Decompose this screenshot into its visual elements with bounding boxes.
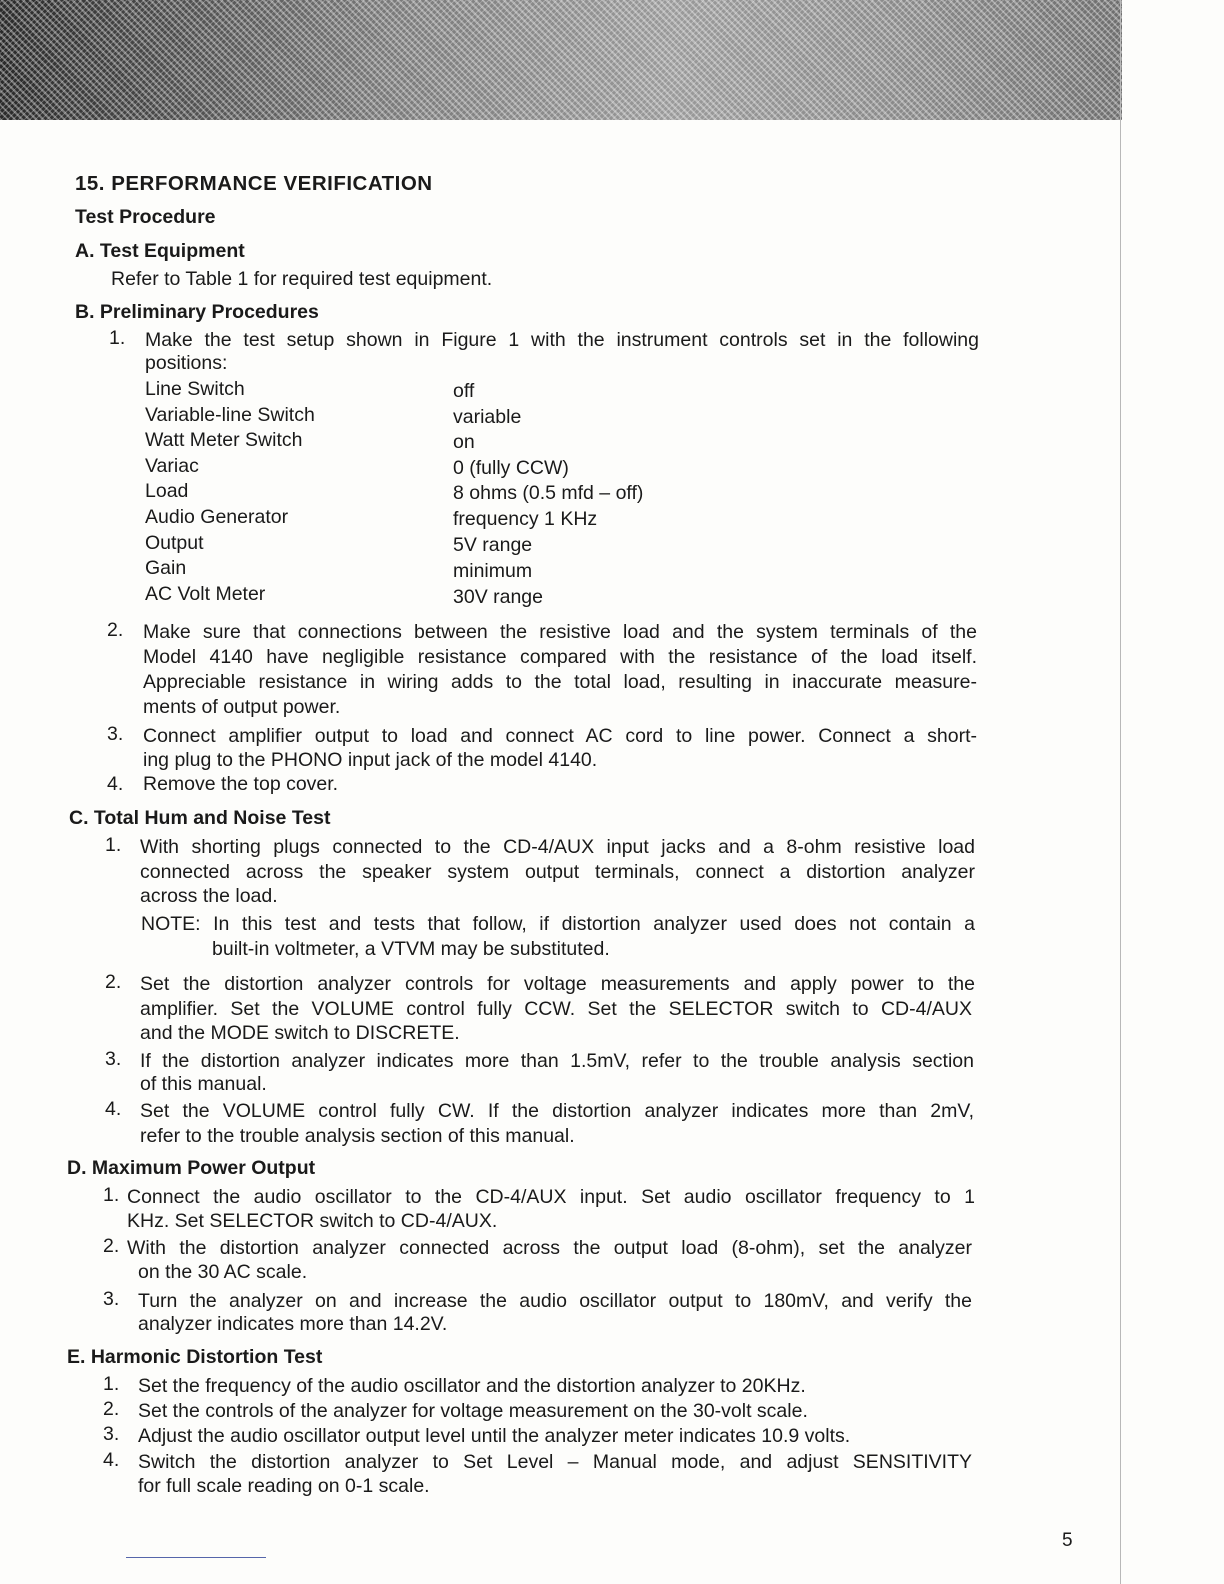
e4-line2: for full scale reading on 0-1 scale. xyxy=(138,1475,430,1497)
b2-line4: ments of output power. xyxy=(143,696,341,718)
b4-line1: Remove the top cover. xyxy=(143,773,339,795)
setting-value: 8 ohms (0.5 mfd – off) xyxy=(453,482,644,504)
c2-line1: Set the distortion analyzer controls for voltage measurements and apply power to the xyxy=(140,973,975,995)
b4-num: 4. xyxy=(107,773,124,795)
setting-label: Variac xyxy=(145,455,199,477)
setting-label: Line Switch xyxy=(145,378,245,400)
c1-num: 1. xyxy=(105,834,122,856)
e1-line1: Set the frequency of the audio oscillator and the distortion analyzer to 20KHz. xyxy=(138,1375,806,1397)
setting-value: 0 (fully CCW) xyxy=(453,457,569,479)
c3-line1: If the distortion analyzer indicates more than 1.5mV, refer to the trouble analysis section xyxy=(140,1050,974,1072)
c2-line2: amplifier. Set the VOLUME control fully CCW. Set the SELECTOR switch to CD-4/AUX xyxy=(140,998,972,1020)
c4-line2: refer to the trouble analysis section of this manual. xyxy=(140,1125,575,1147)
setting-value: minimum xyxy=(453,560,533,582)
c4-line1: Set the VOLUME control fully CW. If the distortion analyzer indicates more than 2mV, xyxy=(140,1100,974,1122)
d1-num: 1. xyxy=(103,1184,120,1206)
setting-label: Gain xyxy=(145,557,187,579)
b3-line1: Connect amplifier output to load and connect AC cord to line power. Connect a short- xyxy=(143,725,977,747)
setting-label: Variable-line Switch xyxy=(145,404,315,426)
setting-value: off xyxy=(453,380,475,402)
d2-line2: on the 30 AC scale. xyxy=(138,1261,308,1283)
b1-line2: positions: xyxy=(145,352,228,374)
subtitle: Test Procedure xyxy=(75,206,216,228)
setting-value: variable xyxy=(453,406,522,428)
heading-b: B. Preliminary Procedures xyxy=(75,301,319,323)
heading-d: D. Maximum Power Output xyxy=(67,1157,316,1179)
setting-label: AC Volt Meter xyxy=(145,583,266,605)
heading-c: C. Total Hum and Noise Test xyxy=(69,807,331,829)
setting-label: Watt Meter Switch xyxy=(145,429,303,451)
setting-value: frequency 1 KHz xyxy=(453,508,598,530)
b3-num: 3. xyxy=(107,723,124,745)
header-banner xyxy=(0,0,1122,120)
d3-line2: analyzer indicates more than 14.2V. xyxy=(138,1313,448,1335)
d3-line1: Turn the analyzer on and increase the audio oscillator output to 180mV, and verify the xyxy=(138,1290,972,1312)
note-line2: built-in voltmeter, a VTVM may be substituted. xyxy=(212,938,610,960)
section-title: 15. PERFORMANCE VERIFICATION xyxy=(75,172,433,195)
c1-line1: With shorting plugs connected to the CD-4/AUX input jacks and a 8-ohm resistive load xyxy=(140,836,975,858)
b1-line1: Make the test setup shown in Figure 1 with the instrument controls set in the following xyxy=(145,329,979,351)
c3-line2: of this manual. xyxy=(140,1073,267,1095)
setting-value: 5V range xyxy=(453,534,533,556)
b1-num: 1. xyxy=(109,327,126,349)
note-line1: NOTE: In this test and tests that follow, if distortion analyzer used does not contain a xyxy=(141,913,975,935)
e4-line1: Switch the distortion analyzer to Set Level – Manual mode, and adjust SENSITIVITY xyxy=(138,1451,972,1473)
c2-num: 2. xyxy=(105,971,122,993)
e3-num: 3. xyxy=(103,1423,120,1445)
b2-line1: Make sure that connections between the resistive load and the system terminals of the xyxy=(143,621,977,643)
setting-label: Audio Generator xyxy=(145,506,289,528)
d3-num: 3. xyxy=(103,1288,120,1310)
page-edge-rule xyxy=(1120,0,1121,1584)
footer-rule xyxy=(126,1557,266,1558)
e2-line1: Set the controls of the analyzer for voltage measurement on the 30-volt scale. xyxy=(138,1400,808,1422)
c2-line3: and the MODE switch to DISCRETE. xyxy=(140,1022,460,1044)
b2-line2: Model 4140 have negligible resistance compared with the resistance of the load itself. xyxy=(143,646,977,668)
heading-e: E. Harmonic Distortion Test xyxy=(67,1346,323,1368)
c1-line3: across the load. xyxy=(140,885,278,907)
b3-line2: ing plug to the PHONO input jack of the model 4140. xyxy=(143,749,598,771)
d2-line1: With the distortion analyzer connected across the output load (8-ohm), set the analyzer xyxy=(127,1237,972,1259)
e2-num: 2. xyxy=(103,1398,120,1420)
setting-value: 30V range xyxy=(453,586,543,608)
c1-line2: connected across the speaker system output terminals, connect a distortion analyzer xyxy=(140,861,975,883)
setting-label: Output xyxy=(145,532,204,554)
setting-value: on xyxy=(453,431,475,453)
c4-num: 4. xyxy=(105,1098,122,1120)
d1-line1: Connect the audio oscillator to the CD-4/AUX input. Set audio oscillator frequency to 1 xyxy=(127,1186,975,1208)
b2-line3: Appreciable resistance in wiring adds to the total load, resulting in inaccurate measure- xyxy=(143,671,977,693)
b2-num: 2. xyxy=(107,619,124,641)
e1-num: 1. xyxy=(103,1373,120,1395)
setting-label: Load xyxy=(145,480,189,502)
heading-a: A. Test Equipment xyxy=(75,240,245,262)
e3-line1: Adjust the audio oscillator output level until the analyzer meter indicates 10.9 volts. xyxy=(138,1425,851,1447)
d2-num: 2. xyxy=(103,1235,120,1257)
d1-line2: KHz. Set SELECTOR switch to CD-4/AUX. xyxy=(127,1210,498,1232)
para-a: Refer to Table 1 for required test equipment. xyxy=(111,268,493,290)
page-number: 5 xyxy=(1062,1530,1073,1551)
e4-num: 4. xyxy=(103,1449,120,1471)
c3-num: 3. xyxy=(105,1048,122,1070)
